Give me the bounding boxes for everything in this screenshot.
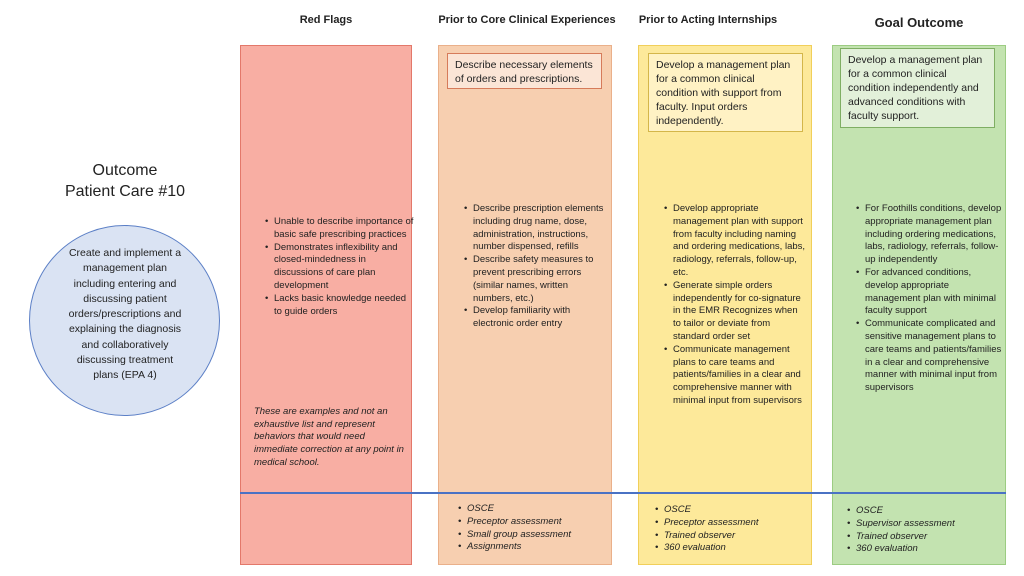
red-flags-note: These are examples and not an exhaustive list and represent behaviors that would need immediate correction at any point in medical school. [254,406,404,468]
milestone-acting: Develop a management plan for a common clinical condition with support from faculty. Input orders independently. [648,53,803,132]
list-item: • OSCE [856,505,1006,518]
milestone-goal: Develop a management plan for a common clinical condition independently and advanced conditions with faculty support. [840,48,995,128]
list-item: • Describe prescription elements including drug name, dose, administration, instructions, number dispensed, refills [473,203,605,254]
header-goal-outcome: Goal Outcome [874,15,964,30]
goal-assessments-list [846,505,1006,556]
outcome-title-line2: Patient Care #10 [64,183,186,200]
list-item: • OSCE [664,504,814,517]
list-item: • Demonstrates inflexibility and closed-mindedness in discussions of care plan development [274,242,414,293]
assessment-divider [240,492,1006,494]
list-item: • Preceptor assessment [467,516,617,529]
red-flags-list [264,216,414,318]
list-item: • Trained observer [856,531,1006,544]
list-item: • For Foothills conditions, develop appropriate management plan including ordering medications, labs, radiology, referrals, follow-up independently [865,203,1003,267]
milestone-core: Describe necessary elements of orders and prescriptions. [447,53,602,89]
list-item: • OSCE [467,503,617,516]
list-item: • 360 evaluation [856,543,1006,556]
list-item: • Trained observer [664,530,814,543]
core-assessments-list [457,503,617,554]
list-item: • Preceptor assessment [664,517,814,530]
list-item: • Lacks basic knowledge needed to guide orders [274,293,414,319]
outcome-description: Create and implement a management plan including entering and discussing patient orders/prescriptions and explaining the diagnosis and collaboratively discussing treatment plans (EPA 4) [68,247,182,382]
list-item: • Communicate management plans to care teams and patients/families in a clear and comprehensive manner with minimal input from supervisors [673,344,806,408]
acting-assessments-list [654,504,814,555]
outcome-title [45,160,205,202]
list-item: • Develop familiarity with electronic order entry [473,305,605,331]
acting-behaviors-list [663,203,806,408]
goal-behaviors-list [855,203,1003,395]
outcome-title-line1: Outcome [92,162,158,179]
list-item: • Small group assessment [467,529,617,542]
list-item: • Generate simple orders independently for co-signature in the EMR Recognizes when to tailor or deviate from standard order set [673,280,806,344]
list-item: • Supervisor assessment [856,518,1006,531]
list-item: • 360 evaluation [664,542,814,555]
list-item: • Develop appropriate management plan with support from faculty including naming and ordering medications, labs, radiology, referrals, follow-up, etc. [673,203,806,280]
list-item: • For advanced conditions, develop appropriate management plan with minimal faculty support [865,267,1003,318]
list-item: • Unable to describe importance of basic safe prescribing practices [274,216,414,242]
list-item: • Assignments [467,541,617,554]
list-item: • Communicate complicated and sensitive management plans to care teams and patients/families in a clear and comprehensive manner with minimal input from supervisors [865,318,1003,395]
list-item: • Describe safety measures to prevent prescribing errors (similar names, written numbers, etc.) [473,254,605,305]
header-red-flags: Red Flags [299,14,353,26]
header-prior-core: Prior to Core Clinical Experiences [438,14,616,26]
core-behaviors-list [463,203,605,331]
header-prior-acting: Prior to Acting Internships [638,14,778,26]
